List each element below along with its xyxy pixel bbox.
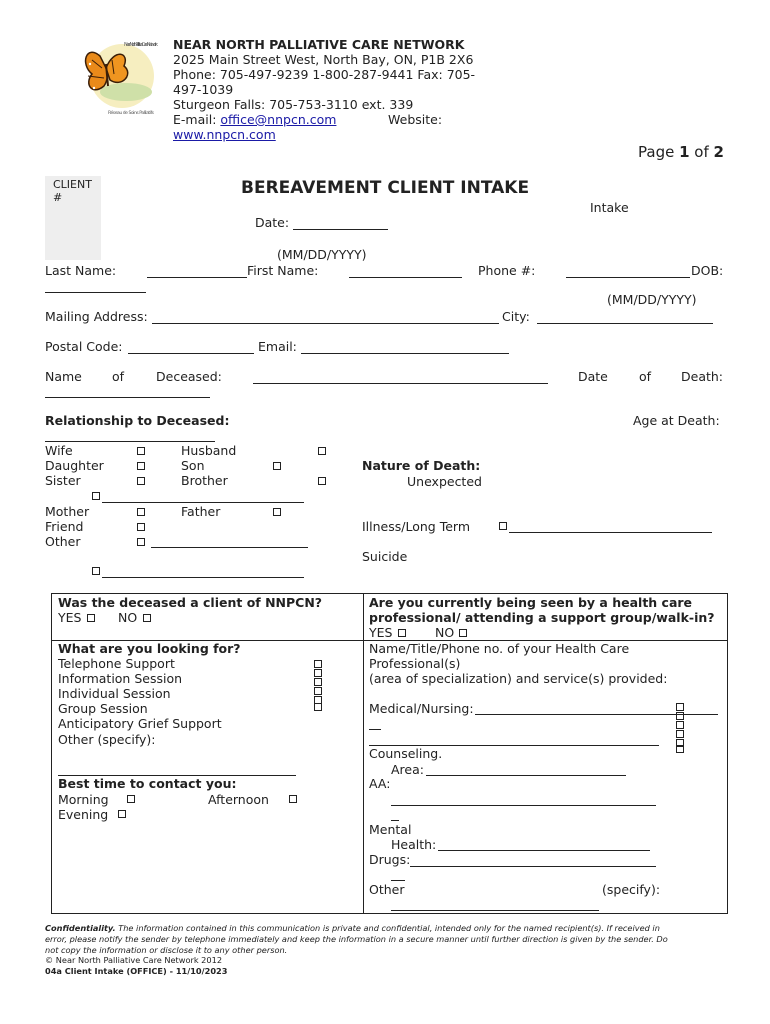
- illness-label: Illness/Long Term: [362, 519, 471, 534]
- page-of: of: [689, 143, 714, 161]
- hcp-line-1: Name/Title/Phone no. of your Health Care: [369, 641, 630, 656]
- last-name-field[interactable]: [147, 277, 247, 278]
- other-hcp-field[interactable]: [391, 910, 599, 911]
- deceased-name-field[interactable]: [253, 383, 548, 384]
- hcp-line-2: Professional(s): [369, 656, 461, 671]
- dob-field[interactable]: [45, 292, 146, 293]
- counseling-checkbox[interactable]: [676, 712, 684, 720]
- aa-label: AA:: [369, 776, 391, 791]
- mailing-field[interactable]: [152, 323, 499, 324]
- page-current: 1: [679, 143, 690, 161]
- page-total: 2: [713, 143, 724, 161]
- org-name: NEAR NORTH PALLIATIVE CARE NETWORK: [173, 37, 465, 52]
- aa-field[interactable]: [391, 805, 656, 806]
- deceased-label: Deceased:: [156, 369, 222, 384]
- extra-checkbox-1[interactable]: [92, 492, 100, 500]
- illness-checkbox[interactable]: [499, 522, 507, 530]
- q-hcp-no: NO: [435, 625, 455, 640]
- health-field[interactable]: [438, 850, 650, 851]
- client-yes-checkbox[interactable]: [87, 614, 95, 622]
- website-link[interactable]: www.nnpcn.com: [173, 127, 276, 142]
- page-indicator: [638, 143, 724, 161]
- son-checkbox[interactable]: [273, 462, 281, 470]
- medical-checkbox[interactable]: [676, 703, 684, 711]
- service-group: Group Session: [58, 701, 148, 716]
- date-label: Date:: [255, 215, 290, 230]
- form-title: BEREAVEMENT CLIENT INTAKE: [241, 178, 530, 198]
- other-hcp-checkbox[interactable]: [676, 745, 684, 753]
- hcp-line-3: (area of specialization) and service(s) provided:: [369, 671, 668, 686]
- hcp-no-checkbox[interactable]: [459, 629, 467, 637]
- website-row: [173, 127, 276, 143]
- last-name-label: Last Name:: [45, 263, 117, 278]
- morning-label: Morning: [58, 792, 109, 807]
- unexpected-label: Unexpected: [407, 474, 482, 489]
- service-anticipatory: Anticipatory Grief Support: [58, 716, 222, 731]
- doc-id: 04a Client Intake (OFFICE) - 11/10/2023: [45, 966, 228, 976]
- client-label: CLIENT: [53, 178, 92, 191]
- drugs-label: Drugs:: [369, 852, 411, 867]
- rel-son: Son: [181, 458, 205, 473]
- city-label: City:: [502, 309, 530, 324]
- conf-text-1: The information contained in this communication is private and confidential, intended only for the named recipient(s). If received in: [115, 923, 660, 933]
- date-of-label: Date: [578, 369, 608, 384]
- org-email-row: [173, 112, 443, 128]
- client-hash: #: [53, 191, 63, 204]
- extra-field-1[interactable]: [102, 502, 304, 503]
- service-information: Information Session: [58, 671, 183, 686]
- other-service-checkbox[interactable]: [314, 703, 322, 711]
- first-name-label: First Name:: [247, 263, 319, 278]
- rel-father: Father: [181, 504, 221, 519]
- dob-format: (MM/DD/YYYY): [607, 292, 697, 307]
- illness-field[interactable]: [509, 532, 712, 533]
- mental-label: Mental: [369, 822, 412, 837]
- brother-checkbox[interactable]: [318, 477, 326, 485]
- suicide-label: Suicide: [362, 549, 408, 564]
- date-format: (MM/DD/YYYY): [277, 247, 367, 262]
- aa-checkbox[interactable]: [676, 721, 684, 729]
- drugs-field[interactable]: [410, 866, 656, 867]
- area-label: Area:: [391, 762, 424, 777]
- rel-other: Other: [45, 534, 81, 549]
- email-field-label: Email:: [258, 339, 297, 354]
- morning-checkbox[interactable]: [127, 795, 135, 803]
- table-divider: [363, 593, 364, 914]
- death-label: Death:: [681, 369, 724, 384]
- afternoon-label: Afternoon: [208, 792, 269, 807]
- confidentiality-1: [45, 923, 660, 934]
- client-no-checkbox[interactable]: [143, 614, 151, 622]
- confidentiality-2: error, please notify the sender by telephone immediately and keep the information in a secure manner until further direction is given by the sender. Do: [45, 934, 668, 944]
- q-hcp-1: Are you currently being seen by a health care: [369, 595, 693, 610]
- mental-health-checkbox[interactable]: [676, 730, 684, 738]
- website-label: Website:: [388, 112, 443, 127]
- age-at-death-label: Age at Death:: [633, 413, 720, 428]
- dob-label: DOB:: [691, 263, 724, 278]
- sister-checkbox[interactable]: [137, 477, 145, 485]
- postal-label: Postal Code:: [45, 339, 123, 354]
- phone-field[interactable]: [566, 277, 690, 278]
- copyright: © Near North Palliative Care Network 2012: [45, 955, 223, 965]
- relationship-heading: Relationship to Deceased:: [45, 413, 230, 428]
- conf-label: Confidentiality.: [45, 923, 116, 933]
- confidentiality-3: not copy the information or disclose it to any other person.: [45, 945, 288, 955]
- q-hcp-yes: YES: [369, 625, 393, 640]
- age-at-death-field[interactable]: [45, 441, 215, 442]
- logo-text-top: Near North Palliative Care Network: [124, 42, 159, 48]
- evening-label: Evening: [58, 807, 109, 822]
- page-prefix: Page: [638, 143, 680, 161]
- information-checkbox[interactable]: [314, 669, 322, 677]
- q-client-yes: YES: [58, 610, 82, 625]
- q-client: Was the deceased a client of NNPCN?: [58, 595, 323, 610]
- telephone-checkbox[interactable]: [314, 660, 322, 668]
- other-hcp-label: Other: [369, 882, 405, 897]
- evening-checkbox[interactable]: [118, 810, 126, 818]
- service-individual: Individual Session: [58, 686, 171, 701]
- service-telephone: Telephone Support: [58, 656, 175, 671]
- extra-field-2[interactable]: [102, 577, 304, 578]
- org-address: 2025 Main Street West, North Bay, ON, P1B 2X6: [173, 52, 474, 67]
- other-rel-field[interactable]: [151, 547, 308, 548]
- first-name-field[interactable]: [349, 277, 462, 278]
- intake-label: Intake: [590, 200, 629, 215]
- butterfly-logo: [78, 34, 162, 118]
- father-checkbox[interactable]: [273, 508, 281, 516]
- medical-label: Medical/Nursing:: [369, 701, 474, 716]
- email-label: E-mail:: [173, 112, 221, 127]
- name-label: Name: [45, 369, 82, 384]
- individual-checkbox[interactable]: [314, 678, 322, 686]
- medical-field-cont[interactable]: [369, 729, 381, 730]
- org-phone-cont: 497-1039: [173, 82, 234, 97]
- rel-sister: Sister: [45, 473, 81, 488]
- mailing-label: Mailing Address:: [45, 309, 148, 324]
- rel-friend: Friend: [45, 519, 84, 534]
- afternoon-checkbox[interactable]: [289, 795, 297, 803]
- rel-mother: Mother: [45, 504, 90, 519]
- email-link[interactable]: office@nnpcn.com: [220, 112, 337, 127]
- phone-label: Phone #:: [478, 263, 536, 278]
- rel-brother: Brother: [181, 473, 228, 488]
- specify-label: (specify):: [602, 882, 661, 897]
- city-field[interactable]: [537, 323, 713, 324]
- drugs-field-cont[interactable]: [391, 880, 405, 881]
- health-label: Health:: [391, 837, 437, 852]
- org-sturgeon: Sturgeon Falls: 705-753-3110 ext. 339: [173, 97, 414, 112]
- q-client-no: NO: [118, 610, 138, 625]
- rel-wife: Wife: [45, 443, 73, 458]
- date-of-death-field[interactable]: [45, 397, 210, 398]
- date-of-of-label: of: [639, 369, 652, 384]
- of-label: of: [112, 369, 125, 384]
- rel-daughter: Daughter: [45, 458, 104, 473]
- mother-checkbox[interactable]: [137, 508, 145, 516]
- q-hcp-2: professional/ attending a support group/walk-in?: [369, 610, 715, 625]
- extra-checkbox-2[interactable]: [92, 567, 100, 575]
- area-field[interactable]: [426, 775, 626, 776]
- wife-checkbox[interactable]: [137, 447, 145, 455]
- best-time-heading: Best time to contact you:: [58, 776, 237, 791]
- nature-heading: Nature of Death:: [362, 458, 481, 473]
- service-other: Other (specify):: [58, 732, 156, 747]
- counseling-label: Counseling.: [369, 746, 443, 761]
- friend-checkbox[interactable]: [137, 523, 145, 531]
- group-checkbox[interactable]: [314, 687, 322, 695]
- logo-text-bottom: Réseau de Soins Palliatifs: [108, 111, 154, 116]
- aa-field-cont[interactable]: [391, 820, 399, 821]
- email-field[interactable]: [301, 353, 509, 354]
- other-rel-checkbox[interactable]: [137, 538, 145, 546]
- org-phone: Phone: 705-497-9239 1-800-287-9441 Fax: 705-: [173, 67, 476, 82]
- looking-heading: What are you looking for?: [58, 641, 241, 656]
- date-field[interactable]: [293, 229, 388, 230]
- husband-checkbox[interactable]: [318, 447, 326, 455]
- hcp-yes-checkbox[interactable]: [398, 629, 406, 637]
- daughter-checkbox[interactable]: [137, 462, 145, 470]
- postal-field[interactable]: [128, 353, 254, 354]
- rel-husband: Husband: [181, 443, 237, 458]
